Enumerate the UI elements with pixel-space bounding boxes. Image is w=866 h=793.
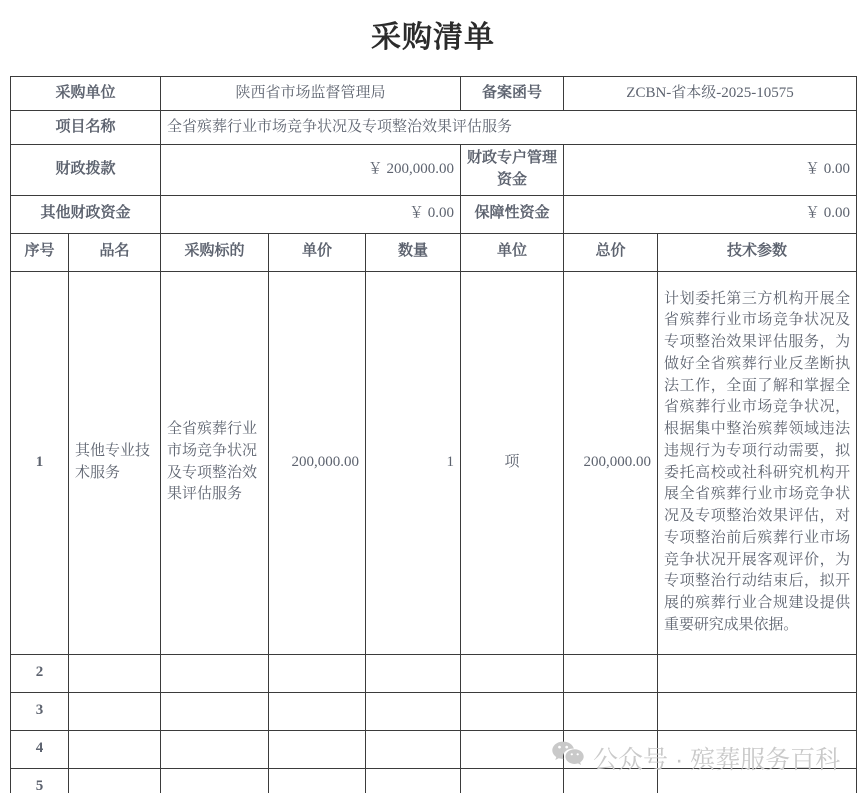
cell-name — [69, 654, 161, 692]
cell-seq: 4 — [11, 730, 69, 768]
cell-seq: 3 — [11, 692, 69, 730]
cell-unit-price — [269, 654, 366, 692]
cell-unit — [461, 730, 564, 768]
cell-name: 其他专业技术服务 — [69, 271, 161, 654]
cell-unit-price: 200,000.00 — [269, 271, 366, 654]
project-value: 全省殡葬行业市场竞争状况及专项整治效果评估服务 — [161, 111, 857, 145]
cell-seq: 2 — [11, 654, 69, 692]
header-row-appropriation — [11, 145, 857, 196]
column-header-unit-price: 单价 — [269, 233, 366, 271]
record-label: 备案函号 — [461, 77, 564, 111]
unit-value: 陕西省市场监督管理局 — [161, 77, 461, 111]
cell-tech-params — [658, 768, 857, 793]
special-account-value: ￥ 0.00 — [564, 145, 857, 196]
cell-subject — [161, 730, 269, 768]
column-header-unit: 单位 — [461, 233, 564, 271]
cell-seq: 1 — [11, 271, 69, 654]
cell-total — [564, 730, 658, 768]
column-header-seq: 序号 — [11, 233, 69, 271]
cell-name — [69, 730, 161, 768]
procurement-table — [10, 76, 857, 793]
cell-total — [564, 692, 658, 730]
cell-unit — [461, 768, 564, 793]
cell-name — [69, 692, 161, 730]
guarantee-value: ￥ 0.00 — [564, 195, 857, 233]
cell-unit: 项 — [461, 271, 564, 654]
record-value: ZCBN-省本级-2025-10575 — [564, 77, 857, 111]
cell-subject — [161, 768, 269, 793]
cell-tech-params: 计划委托第三方机构开展全省殡葬行业市场竞争状况及专项整治效果评估服务，为做好全省殡葬行业反垄断执法工作，全面了解和掌握全省殡葬行业市场竞争状况，根据集中整治殡葬领域违法违规行为专项行动需要，拟委托高校或社科研究机构开展全省殡葬行业市场竞争状况及专项整治效果评估，对专项整治前后殡葬行业市场竞争状况开展客观评价，为专项整治行动结束后，拟开展的殡葬行业合规建设提供重要研究成果依据。 — [658, 271, 857, 654]
cell-tech-params — [658, 654, 857, 692]
watermark-text: 公众号 · 殡葬服务百科 — [593, 746, 841, 774]
column-header-quantity: 数量 — [366, 233, 461, 271]
cell-subject: 全省殡葬行业市场竞争状况及专项整治效果评估服务 — [161, 271, 269, 654]
cell-unit — [461, 692, 564, 730]
cell-quantity — [366, 654, 461, 692]
cell-subject — [161, 654, 269, 692]
fiscal-appropriation-value: ￥ 200,000.00 — [161, 145, 461, 196]
other-fiscal-label: 其他财政资金 — [11, 195, 161, 233]
cell-total — [564, 768, 658, 793]
cell-total — [564, 654, 658, 692]
guarantee-label: 保障性资金 — [461, 195, 564, 233]
cell-unit-price — [269, 730, 366, 768]
column-header-tech: 技术参数 — [658, 233, 857, 271]
column-header-total: 总价 — [564, 233, 658, 271]
cell-quantity — [366, 768, 461, 793]
cell-quantity — [366, 692, 461, 730]
fiscal-appropriation-label: 财政拨款 — [11, 145, 161, 196]
column-header-name: 品名 — [69, 233, 161, 271]
project-label: 项目名称 — [11, 111, 161, 145]
cell-unit-price — [269, 692, 366, 730]
cell-unit-price — [269, 768, 366, 793]
table-row — [11, 654, 857, 692]
table-column-header-row — [11, 233, 857, 271]
table-row — [11, 692, 857, 730]
cell-name — [69, 768, 161, 793]
column-header-subject: 采购标的 — [161, 233, 269, 271]
header-row-unit — [11, 77, 857, 111]
unit-label: 采购单位 — [11, 77, 161, 111]
cell-tech-params — [658, 730, 857, 768]
cell-total: 200,000.00 — [564, 271, 658, 654]
other-fiscal-value: ￥ 0.00 — [161, 195, 461, 233]
cell-seq: 5 — [11, 768, 69, 793]
header-row-project — [11, 111, 857, 145]
cell-subject — [161, 692, 269, 730]
table-row — [11, 768, 857, 793]
table-row — [11, 730, 857, 768]
cell-unit — [461, 654, 564, 692]
special-account-label: 财政专户管理资金 — [461, 145, 564, 196]
cell-quantity — [366, 730, 461, 768]
header-row-other-funds — [11, 195, 857, 233]
table-row — [11, 271, 857, 654]
cell-quantity: 1 — [366, 271, 461, 654]
page-title: 采购清单 — [371, 21, 495, 54]
cell-tech-params — [658, 692, 857, 730]
